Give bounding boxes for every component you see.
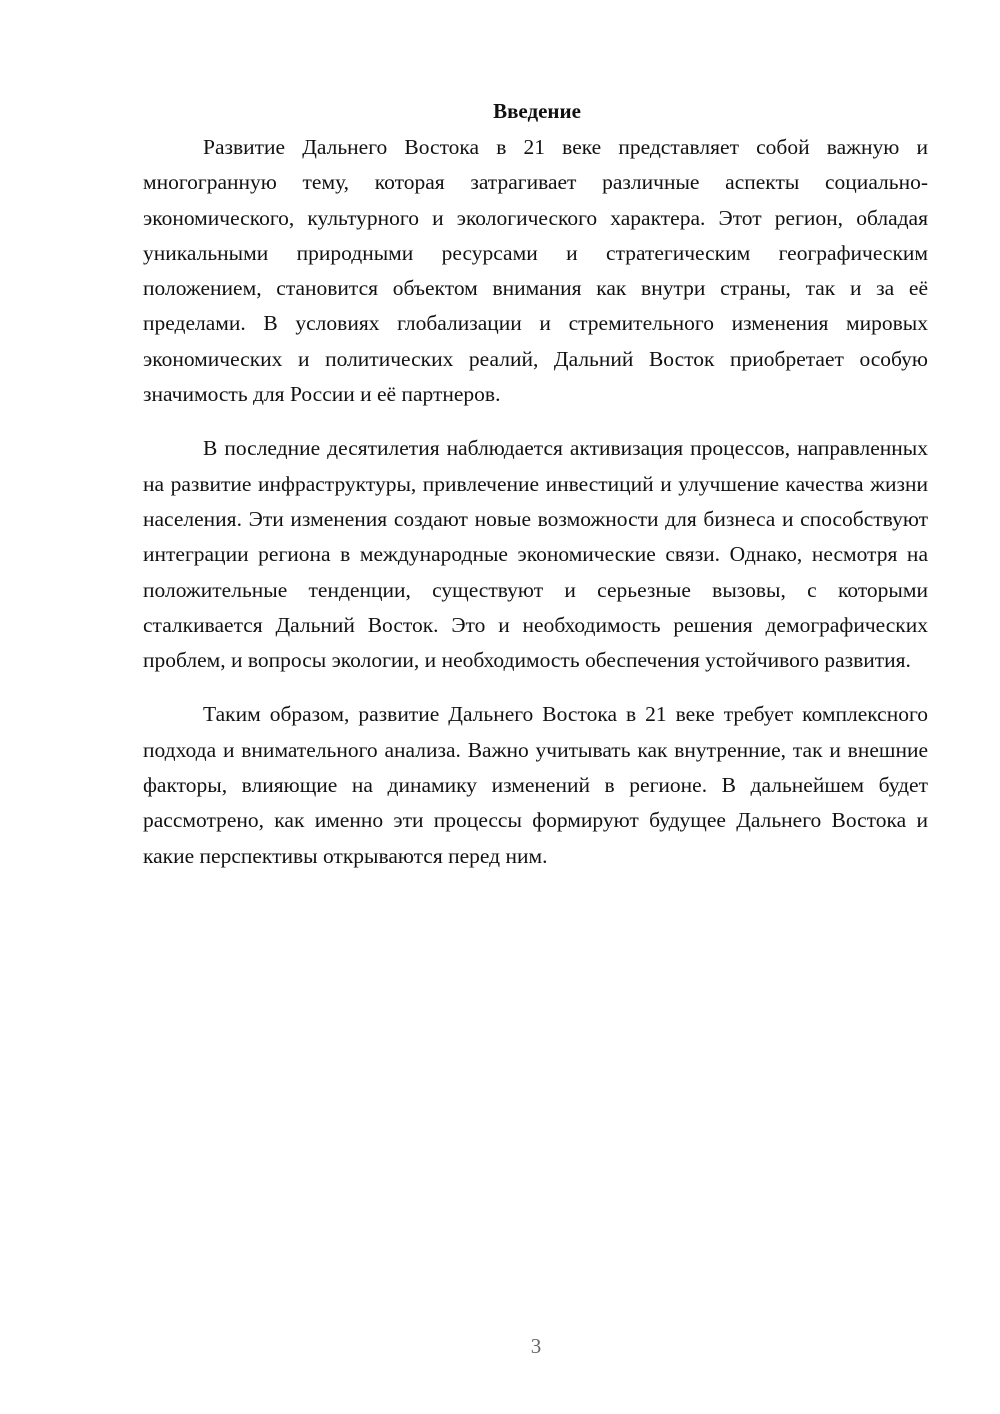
section-title: Введение: [493, 99, 581, 123]
paragraph-3: Таким образом, развитие Дальнего Востока в 21 веке требует комплексного подхода и внимательного анализа. Важно учитывать как внутренние, так и внешние факторы, влияющие на динамику изменений в регионе. В дальнейшем будет рассмотрено, как именно эти процессы формируют будущее Дальнего Востока и какие перспективы открываются перед ним.: [143, 702, 928, 868]
paragraph-1: Развитие Дальнего Востока в 21 веке представляет собой важную и многогранную тему, которая затрагивает различные аспекты социально-экономического, культурного и экологического характера. Этот регион, обладая уникальными природными ресурсами и стратегическим географическим положением, становится объектом внимания как внутри страны, так и за её пределами. В условиях глобализации и стремительного изменения мировых экономических и политических реалий, Дальний Восток приобретает особую значимость для России и её партнеров.: [143, 135, 928, 407]
paragraph-2: В последние десятилетия наблюдается активизация процессов, направленных на развитие инфраструктуры, привлечение инвестиций и улучшение качества жизни населения. Эти изменения создают новые возможности для бизнеса и способствуют интеграции региона в международные экономические связи. Однако, несмотря на положительные тенденции, существуют и серьезные вызовы, с которыми сталкивается Дальний Восток. Это и необходимость решения демографических проблем, и вопросы экологии, и необходимость обеспечения устойчивого развития.: [143, 436, 928, 673]
page-content: [143, 95, 928, 893]
page-number: 3: [530, 1334, 542, 1358]
